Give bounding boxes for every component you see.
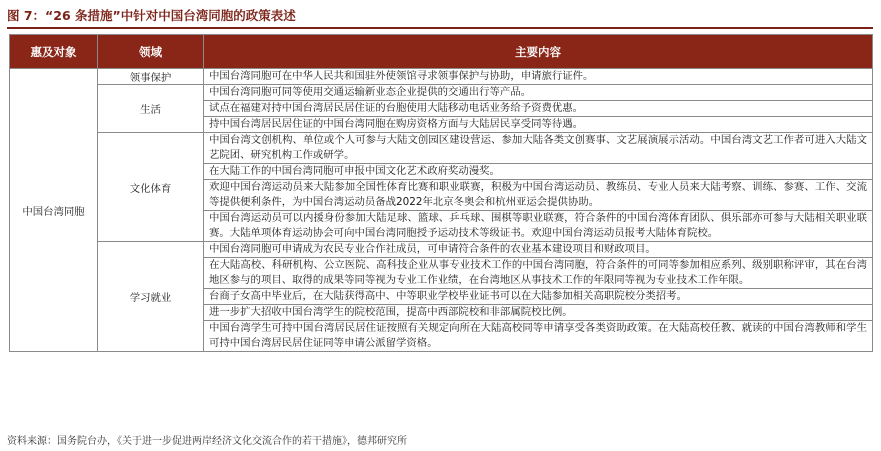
table-row: [10, 133, 873, 164]
content-cell: 台商子女高中毕业后，在大陆获得高中、中等职业学校毕业证书可以在大陆参加相关高职院校分类招考。: [204, 289, 873, 305]
domain-cell-study-employment: 学习就业: [98, 242, 204, 352]
target-cell: 中国台湾同胞: [10, 69, 98, 352]
header-domain: 领域: [98, 35, 204, 69]
content-cell: 持中国台湾居民居住证的中国台湾同胞在购房资格方面与大陆居民享受同等待遇。: [204, 117, 873, 133]
content-cell: 中国台湾同胞可同等使用交通运输新业态企业提供的交通出行等产品。: [204, 85, 873, 101]
table-row: [10, 69, 873, 85]
content-cell: 中国台湾文创机构、单位或个人可参与大陆文创园区建设营运、参加大陆各类文创赛事、文艺展演展示活动。中国台湾文艺工作者可进入大陆文艺院团、研究机构工作或研学。: [204, 133, 873, 164]
table-row: [10, 85, 873, 101]
policy-table: [9, 34, 873, 352]
header-content: 主要内容: [204, 35, 873, 69]
source-note: 资料来源：国务院台办，《关于进一步促进两岸经济文化交流合作的若干措施》，德邦研究所: [7, 436, 407, 447]
content-cell: 中国台湾同胞可在中华人民共和国驻外使领馆寻求领事保护与协助，申请旅行证件。: [204, 69, 873, 85]
table-header-row: [10, 35, 873, 69]
content-cell: 中国台湾学生可持中国台湾居民居住证按照有关规定向所在大陆高校同等申请享受各类资助政策。在大陆高校任教、就读的中国台湾教师和学生可持中国台湾居民居住证同等申请公派留学资格。: [204, 321, 873, 352]
figure-title: 图 7：“26 条措施”中针对中国台湾同胞的政策表述: [7, 8, 296, 23]
content-cell: 在大陆高校、科研机构、公立医院、高科技企业从事专业技术工作的中国台湾同胞，符合条件的可同等参加相应系列、级别职称评审，其在台湾地区参与的项目、取得的成果等同等视为专业工作业绩，在台湾地区从事技术工作的年限同等视为专业技术工作年限。: [204, 258, 873, 289]
content-cell: 欢迎中国台湾运动员来大陆参加全国性体育比赛和职业联赛，积极为中国台湾运动员、教练员、专业人员来大陆考察、训练、参赛、工作、交流等提供便利条件，为中国台湾运动员备战2022年北京冬奥会和杭州亚运会提供协助。: [204, 180, 873, 211]
domain-cell-culture-sports: 文化体育: [98, 133, 204, 242]
content-cell: 试点在福建对持中国台湾居民居住证的台胞使用大陆移动电话业务给予资费优惠。: [204, 101, 873, 117]
title-rule: [7, 27, 873, 29]
content-cell: 中国台湾运动员可以内援身份参加大陆足球、篮球、乒乓球、围棋等职业联赛，符合条件的中国台湾体育团队、俱乐部亦可参与大陆相关职业联赛。大陆单项体育运动协会可向中国台湾同胞授予运动技术等级证书。欢迎中国台湾运动员报考大陆体育院校。: [204, 211, 873, 242]
domain-cell-consular: 领事保护: [98, 69, 204, 85]
header-target: 惠及对象: [10, 35, 98, 69]
content-cell: 进一步扩大招收中国台湾学生的院校范围，提高中西部院校和非部属院校比例。: [204, 305, 873, 321]
table-row: [10, 242, 873, 258]
domain-cell-life: 生活: [98, 85, 204, 133]
content-cell: 在大陆工作的中国台湾同胞可申报中国文化艺术政府奖动漫奖。: [204, 164, 873, 180]
content-cell: 中国台湾同胞可申请成为农民专业合作社成员，可申请符合条件的农业基本建设项目和财政项目。: [204, 242, 873, 258]
